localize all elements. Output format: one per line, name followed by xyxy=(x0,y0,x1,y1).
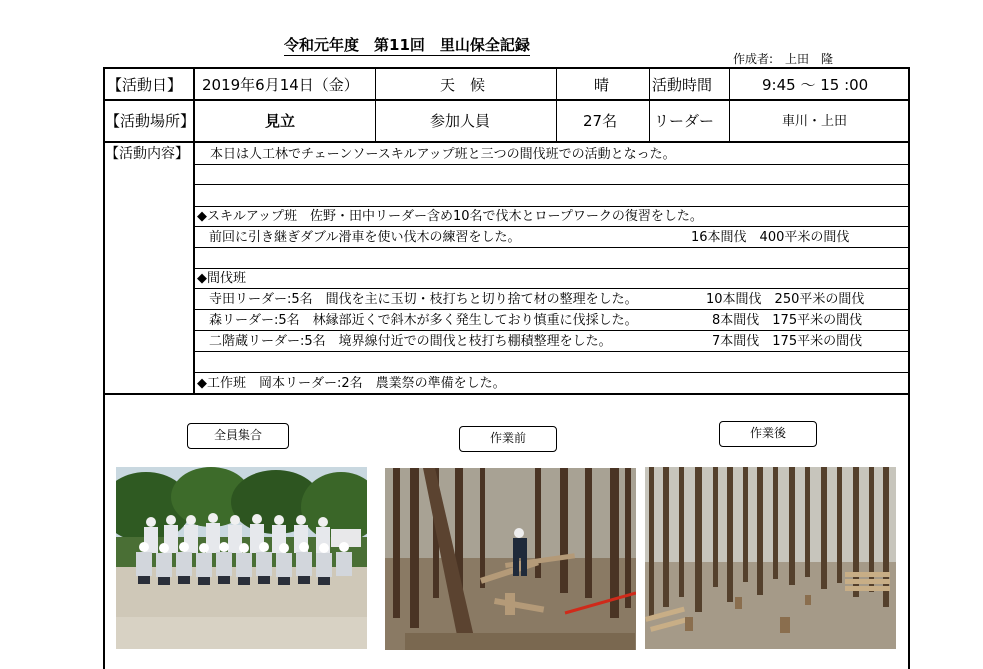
line-divider xyxy=(193,206,910,207)
line-divider xyxy=(193,288,910,289)
place-value: 見立 xyxy=(265,112,296,130)
line-divider xyxy=(193,309,910,310)
column-divider xyxy=(556,69,557,141)
place-label: 【活動場所】 xyxy=(105,112,196,130)
row-divider xyxy=(103,141,910,143)
thinning-row-stats: 8本間伐 175平米の間伐 xyxy=(712,313,863,328)
document-title: 令和元年度 第11回 里山保全記録 xyxy=(284,36,530,54)
before-work-photo xyxy=(385,468,636,650)
weather-value: 晴 xyxy=(594,76,610,94)
column-divider xyxy=(729,69,730,141)
date-value: 2019年6月14日（金） xyxy=(202,76,359,94)
thinning-row-stats: 7本間伐 175平米の間伐 xyxy=(712,334,863,349)
row-divider xyxy=(103,99,910,101)
line-divider xyxy=(193,268,910,269)
summary-text: 本日は人工林でチェーンソースキルアップ班と三つの間伐班での活動となった。 xyxy=(210,147,676,162)
photo-label-after: 作業後 xyxy=(719,421,817,447)
leader-value: 車川・上田 xyxy=(782,114,848,129)
participants-label: 参加人員 xyxy=(430,112,491,130)
craft-text: ◆工作班 岡本リーダー:2名 農業祭の準備をした。 xyxy=(197,376,506,391)
content-label: 【活動内容】 xyxy=(105,146,189,162)
thinning-title: ◆間伐班 xyxy=(197,271,246,286)
section-divider xyxy=(103,393,910,395)
time-value: 9:45 〜 15 :00 xyxy=(762,76,869,94)
photo-label-all-members: 全員集合 xyxy=(187,423,289,449)
line-divider xyxy=(193,372,910,373)
photo-label-before: 作業前 xyxy=(459,426,557,452)
line-divider xyxy=(193,226,910,227)
skillup-stats: 16本間伐 400平米の間伐 xyxy=(691,230,850,245)
line-divider xyxy=(193,247,910,248)
column-divider xyxy=(375,69,376,141)
after-work-photo xyxy=(645,467,896,649)
group-photo xyxy=(116,467,367,649)
participants-value: 27名 xyxy=(583,112,618,130)
line-divider xyxy=(193,351,910,352)
line-divider xyxy=(193,330,910,331)
time-label: 活動時間 xyxy=(652,76,713,94)
line-divider xyxy=(193,164,910,165)
date-label: 【活動日】 xyxy=(107,76,183,94)
thinning-row-text: 寺田リーダー:5名 間伐を主に玉切・枝打ちと切り捨て材の整理をした。 xyxy=(209,292,638,307)
thinning-row-stats: 10本間伐 250平米の間伐 xyxy=(706,292,865,307)
weather-label: 天 候 xyxy=(440,76,486,94)
thinning-row-text: 森リーダー:5名 林縁部近くで斜木が多く発生しており慎重に伐採した。 xyxy=(209,313,638,328)
author-line: 作成者: 上田 隆 xyxy=(733,52,834,66)
column-divider xyxy=(649,69,650,141)
thinning-row-text: 二階蔵リーダー:5名 境界線付近での間伐と枝打ち棚積整理をした。 xyxy=(209,334,612,349)
leader-label: リーダー xyxy=(654,112,715,130)
line-divider xyxy=(193,184,910,185)
skillup-detail: 前回に引き継ぎダブル滑車を使い伐木の練習をした。 xyxy=(209,230,521,245)
skillup-title: ◆スキルアップ班 佐野・田中リーダー含め10名で伐木とロープワークの復習をした。 xyxy=(197,209,703,224)
